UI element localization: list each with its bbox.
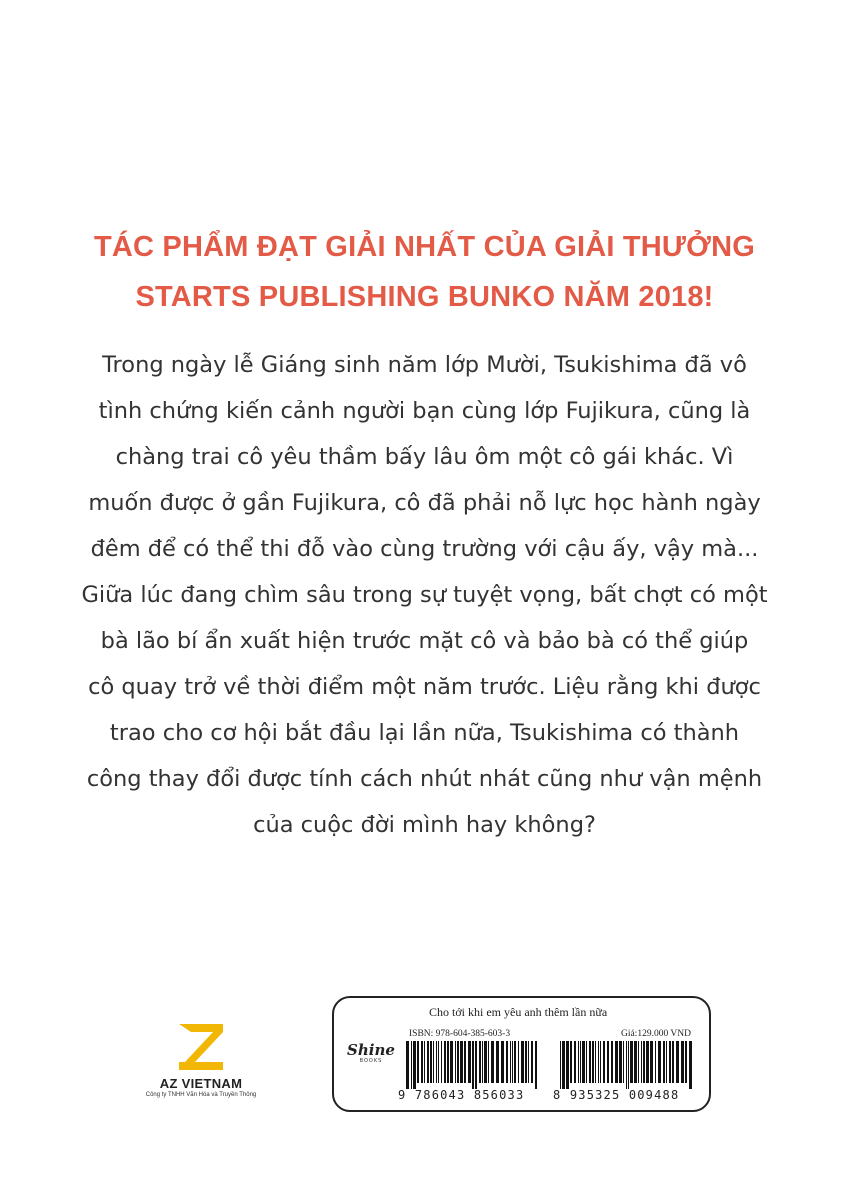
barcode-bar: [488, 1041, 489, 1083]
price-text: Giá:129.000 VND: [620, 1029, 691, 1039]
barcode-bar: [672, 1041, 674, 1083]
barcode-bar: [607, 1041, 609, 1083]
barcode-bar: [455, 1041, 456, 1083]
barcode-bar: [482, 1041, 483, 1083]
barcode-bar: [510, 1041, 511, 1083]
barcode-bar: [506, 1041, 508, 1083]
imprint-logo: [342, 1042, 400, 1064]
barcode-bar: [468, 1041, 471, 1083]
barcode-bar: [630, 1041, 633, 1083]
barcode-bar: [430, 1041, 432, 1083]
synopsis-line: trao cho cơ hội bắt đầu lại lần nữa, Tsukishima có thành: [109, 720, 740, 746]
barcode-bar: [638, 1041, 639, 1083]
barcode-bar: [447, 1041, 449, 1083]
barcode-bar: [496, 1041, 499, 1083]
barcode-bar: [619, 1041, 622, 1083]
barcode-bar: [681, 1041, 684, 1083]
barcode-bar: [655, 1041, 656, 1083]
barcode-bar: [525, 1041, 527, 1083]
barcode-bar: [574, 1041, 576, 1083]
barcode-bar: [598, 1041, 599, 1083]
barcode-bar: [658, 1041, 661, 1083]
barcode-bar: [441, 1041, 442, 1083]
barcode-bar: [634, 1041, 637, 1083]
barcode-bar: [663, 1041, 665, 1083]
barcode-bar: [666, 1041, 667, 1083]
barcode-bar: [518, 1041, 519, 1083]
barcode-bar: [450, 1041, 453, 1083]
barcode-bar: [650, 1041, 653, 1083]
headline-line-1: TÁC PHẨM ĐẠT GIẢI NHẤT CỦA GIẢI THƯỞNG: [93, 231, 756, 263]
barcode-bar: [460, 1041, 463, 1083]
publisher-subtitle: Công ty TNHH Văn Hóa và Truyền Thông: [145, 1092, 257, 1098]
barcode-bar: [600, 1041, 601, 1083]
synopsis-line: cô quay trở về thời điểm một năm trước. Liệu rằng khi được: [88, 674, 761, 700]
book-synopsis: [0, 342, 849, 848]
headline-line-2: STARTS PUBLISHING BUNKO NĂM 2018!: [135, 281, 714, 313]
barcode-bar: [623, 1041, 624, 1083]
az-logo-icon: [173, 1024, 229, 1070]
barcode-bar: [669, 1041, 671, 1083]
isbn-text: ISBN: 978-604-385-603-3: [409, 1029, 511, 1039]
synopsis-line: công thay đổi được tính cách nhút nhát cũng như vận mệnh: [86, 766, 763, 792]
barcode-bar: [603, 1041, 605, 1083]
barcode-bar: [685, 1041, 687, 1083]
award-headline: [0, 222, 849, 322]
barcode-bar: [646, 1041, 649, 1083]
barcode-bar: [512, 1041, 513, 1083]
barcode-bar: [615, 1041, 618, 1083]
barcode-bar: [570, 1041, 572, 1083]
synopsis-line: của cuộc đời mình hay không?: [253, 812, 596, 838]
imprint-name: Shine: [347, 1041, 395, 1059]
product-barcode-digits: 8 935325 009488: [553, 1088, 680, 1102]
barcode-bar: [589, 1041, 591, 1083]
barcode-bar: [586, 1041, 587, 1083]
barcode-bar: [421, 1041, 423, 1083]
isbn-barcode-digits: 9 786043 856033: [398, 1088, 525, 1102]
barcode-bar: [457, 1041, 459, 1083]
barcode-bar: [566, 1041, 569, 1089]
book-title: Cho tới khi em yêu anh thêm lần nữa: [429, 1005, 608, 1019]
barcode-bar: [689, 1041, 692, 1089]
barcode-bar: [562, 1041, 565, 1089]
synopsis-line: Giữa lúc đang chìm sâu trong sự tuyệt vọng, bất chợt có một: [81, 582, 768, 608]
barcode-bar: [436, 1041, 437, 1083]
synopsis-line: đêm để có thể thi đỗ vào cùng trường với cậu ấy, vậy mà...: [90, 536, 759, 562]
barcode-bar: [611, 1041, 613, 1083]
synopsis-line: muốn được ở gần Fujikura, cô đã phải nỗ lực học hành ngày: [88, 490, 761, 516]
barcode-bar: [641, 1041, 642, 1083]
barcode-box: [332, 996, 711, 1112]
synopsis-line: chàng trai cô yêu thầm bấy lâu ôm một cô gái khác. Vì: [115, 444, 734, 470]
product-barcode: [560, 1041, 694, 1089]
barcode-bar: [444, 1041, 446, 1083]
isbn-barcode: [406, 1041, 540, 1089]
barcode-bar: [628, 1041, 629, 1089]
barcode-bar: [472, 1041, 474, 1089]
barcode-bar: [479, 1041, 481, 1083]
barcode-bar: [427, 1041, 429, 1083]
barcode-bar: [406, 1041, 409, 1089]
barcode-bar: [411, 1041, 412, 1089]
barcode-bar: [531, 1041, 533, 1083]
barcode-bar: [475, 1041, 477, 1089]
barcode-bar: [578, 1041, 579, 1083]
barcode-bar: [643, 1041, 645, 1083]
barcode-bar: [626, 1041, 627, 1089]
barcode-bar: [464, 1041, 466, 1083]
synopsis-line: Trong ngày lễ Giáng sinh năm lớp Mười, Tsukishima đã vô: [102, 352, 747, 378]
barcode-bar: [528, 1041, 529, 1083]
barcode-bar: [595, 1041, 596, 1083]
barcode-bar: [491, 1041, 494, 1083]
barcode-bar: [484, 1041, 487, 1083]
barcode-bar: [433, 1041, 434, 1083]
barcode-bar: [580, 1041, 581, 1083]
publisher-name: AZ VIETNAM: [159, 1076, 243, 1091]
barcode-bar: [417, 1041, 419, 1083]
barcode-bar: [413, 1041, 416, 1089]
synopsis-line: tình chứng kiến cảnh người bạn cùng lớp Fujikura, cũng là: [98, 398, 751, 424]
imprint-sub: BOOKS: [359, 1058, 383, 1064]
publisher-logo: [145, 1024, 257, 1098]
barcode-bar: [438, 1041, 439, 1083]
barcode-bar: [501, 1041, 504, 1083]
barcode-bar: [521, 1041, 524, 1083]
barcode-bar: [582, 1041, 585, 1083]
barcode-bar: [514, 1041, 516, 1083]
barcode-bar: [424, 1041, 425, 1083]
barcode-bar: [676, 1041, 679, 1083]
barcode-bar: [592, 1041, 594, 1083]
barcode-bar: [535, 1041, 537, 1089]
barcode-bar: [560, 1041, 561, 1089]
synopsis-line: bà lão bí ẩn xuất hiện trước mặt cô và bảo bà có thể giúp: [100, 628, 749, 654]
